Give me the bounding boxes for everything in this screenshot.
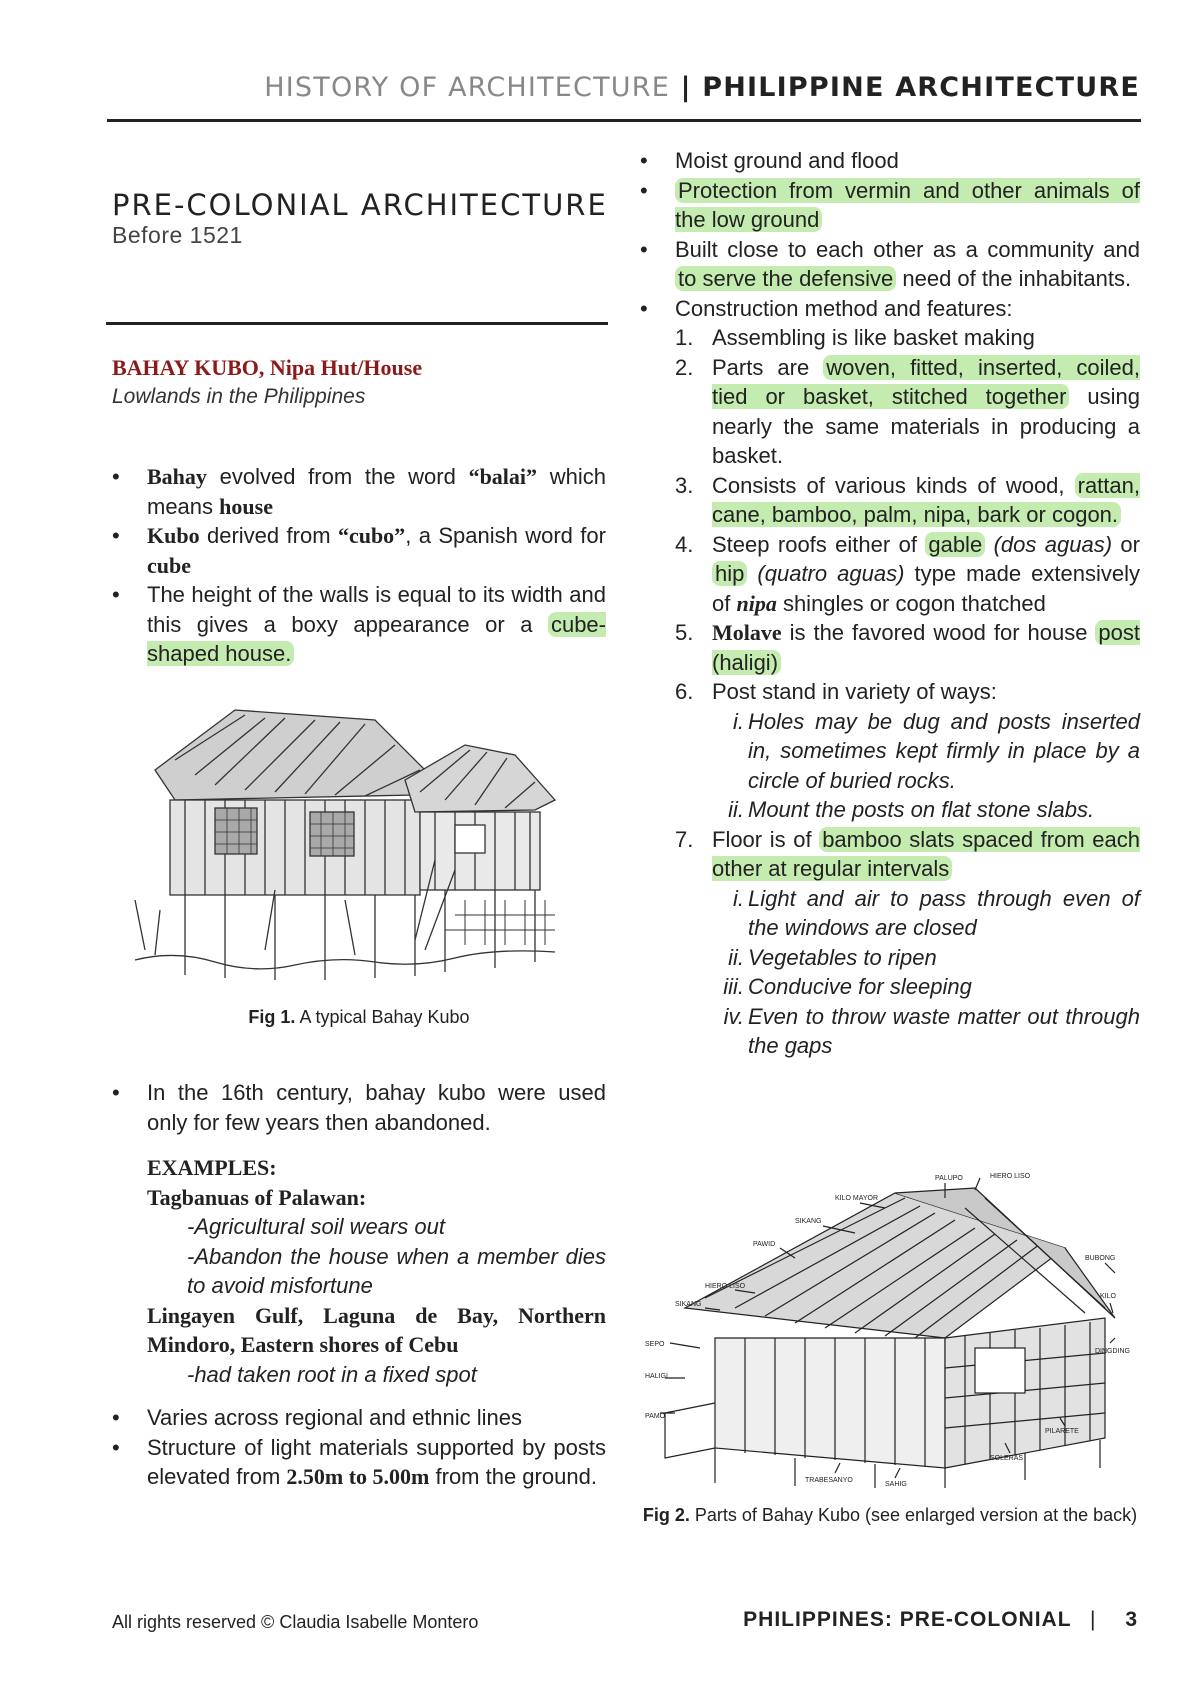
list-item: • Moist ground and flood	[640, 146, 1140, 176]
diagram-label: PAWID	[753, 1241, 776, 1248]
header-rule	[107, 119, 1141, 122]
bahay-kubo-parts-diagram	[645, 1168, 1135, 1490]
example-title: Tagbanuas of Palawan:	[147, 1184, 367, 1210]
sub-item: i. Holes may be dug and posts inserted in, sometimes kept firmly in place by a circle of buried rocks.	[733, 708, 1140, 793]
list-item: • Varies across regional and ethnic lines	[112, 1403, 606, 1433]
diagram-label: PILARETE	[1045, 1428, 1079, 1435]
history-bullets	[112, 1078, 606, 1492]
list-item: • Kubo derived from “cubo”, a Spanish word for cube	[112, 521, 606, 580]
subsection-title: BAHAY KUBO, Nipa Hut/House	[112, 355, 423, 380]
diagram-label: SOLERAS	[990, 1455, 1024, 1462]
section-rule	[106, 322, 608, 325]
highlight: gable	[925, 532, 985, 557]
diagram-label: SEPO	[645, 1341, 665, 1348]
highlight: post (haligi)	[712, 620, 1140, 675]
footer-separator: |	[1090, 1608, 1097, 1631]
header-separator: |	[669, 72, 703, 103]
diagram-label: SIKANG	[795, 1218, 822, 1225]
copyright-footer: All rights reserved © Claudia Isabelle Montero	[112, 1612, 479, 1632]
diagram-label: HIERO LISO	[705, 1283, 746, 1290]
sub-item: ii. Mount the posts on flat stone slabs.	[728, 797, 1095, 822]
feature-item: 3. Consists of various kinds of wood, rattan, cane, bamboo, palm, nipa, bark or cogon.	[675, 472, 1140, 527]
diagram-label: TRABESANYO	[805, 1477, 853, 1484]
diagram-label: SAHIG	[885, 1481, 907, 1488]
subsection-location: Lowlands in the Philippines	[112, 385, 366, 408]
page-footer	[700, 1608, 1138, 1632]
highlight: to serve the defensive	[675, 266, 896, 291]
diagram-label: HALIGI	[645, 1373, 668, 1380]
page-header	[110, 72, 1140, 103]
figure-2-caption: Fig 2. Parts of Bahay Kubo (see enlarged version at the back)	[642, 1505, 1138, 1525]
sub-item: iv. Even to throw waste matter out through the gaps	[723, 1003, 1140, 1058]
diagram-label: PAMO	[645, 1413, 666, 1420]
feature-item: 6. Post stand in variety of ways:	[675, 679, 997, 704]
list-item: • Structure of light materials supported by posts elevated from 2.50m to 5.00m from the ground.	[112, 1433, 606, 1492]
right-column	[640, 146, 1140, 1061]
sub-item: iii. Conducive for sleeping	[723, 974, 972, 999]
highlight: rattan, cane, bamboo, palm, nipa, bark or cogon.	[712, 472, 1140, 527]
highlight: Protection from vermin and other animals of the low ground	[675, 177, 1140, 232]
intro-bullets	[112, 462, 606, 669]
diagram-label: BUBONG	[1085, 1255, 1116, 1262]
sub-item: i. Light and air to pass through even of the windows are closed	[733, 885, 1140, 940]
list-item: • Construction method and features:	[640, 294, 1140, 324]
diagram-label: HIERO LISO	[990, 1173, 1031, 1180]
list-item: • The height of the walls is equal to its width and this gives a boxy appearance or a cube-shaped house.	[112, 580, 606, 669]
diagram-label: KILO MAYOR	[835, 1195, 879, 1202]
header-topic: PHILIPPINE ARCHITECTURE	[702, 72, 1140, 103]
figure-1-caption: Fig 1. A typical Bahay Kubo	[248, 1007, 470, 1027]
header-course: HISTORY OF ARCHITECTURE	[264, 72, 670, 103]
feature-item: 2. Parts are woven, fitted, inserted, coiled, tied or basket, stitched together using nearly the same materials in producing a basket.	[675, 354, 1140, 468]
examples-block: EXAMPLES: Tagbanuas of Palawan: -Agricultural soil wears out -Abandon the house when a member dies to avoid misfortune Lingayen Gulf, Laguna de Bay, Northern Mindoro, Eastern shores of Cebu -had taken root in a fixed spot	[147, 1155, 606, 1387]
feature-item: 1. Assembling is like basket making	[675, 325, 1035, 350]
section-subtitle: Before 1521	[112, 222, 243, 248]
highlight: woven, fitted, inserted, coiled, tied or basket, stitched together	[712, 354, 1140, 409]
page-number: 3	[1125, 1608, 1138, 1631]
list-item	[640, 176, 1140, 235]
highlight: bamboo slats spaced from each other at regular intervals	[712, 826, 1140, 881]
examples-title: EXAMPLES:	[147, 1155, 277, 1180]
sub-item: ii. Vegetables to ripen	[728, 944, 937, 970]
list-item: • In the 16th century, bahay kubo were used only for few years then abandoned.	[112, 1078, 606, 1137]
highlight: cube-shaped house.	[147, 611, 606, 666]
highlight: hip	[712, 561, 747, 586]
bahay-kubo-illustration	[115, 700, 585, 990]
footer-chapter: PHILIPPINES: PRE-COLONIAL	[743, 1608, 1072, 1631]
section-title: PRE-COLONIAL ARCHITECTURE	[112, 188, 608, 222]
list-item: • Bahay evolved from the word “balai” which means house	[112, 462, 606, 521]
list-item: • Built close to each other as a community and to serve the defensive need of the inhabitants.	[640, 235, 1140, 294]
diagram-label: KILO	[1100, 1293, 1116, 1300]
diagram-label: PALUPO	[935, 1175, 963, 1182]
feature-item: 5. Molave is the favored wood for house post (haligi)	[675, 620, 1140, 675]
feature-item: 7. Floor is of bamboo slats spaced from each other at regular intervals	[675, 826, 1140, 881]
diagram-label: DINGDING	[1095, 1348, 1130, 1355]
example-title: Lingayen Gulf, Laguna de Bay, Northern Mindoro, Eastern shores of Cebu	[147, 1302, 606, 1357]
feature-item: 4. Steep roofs either of gable (dos aguas) or hip (quatro aguas) type made extensively of nipa shingles or cogon thatched	[675, 531, 1140, 616]
diagram-label: SIKANG	[675, 1301, 702, 1308]
